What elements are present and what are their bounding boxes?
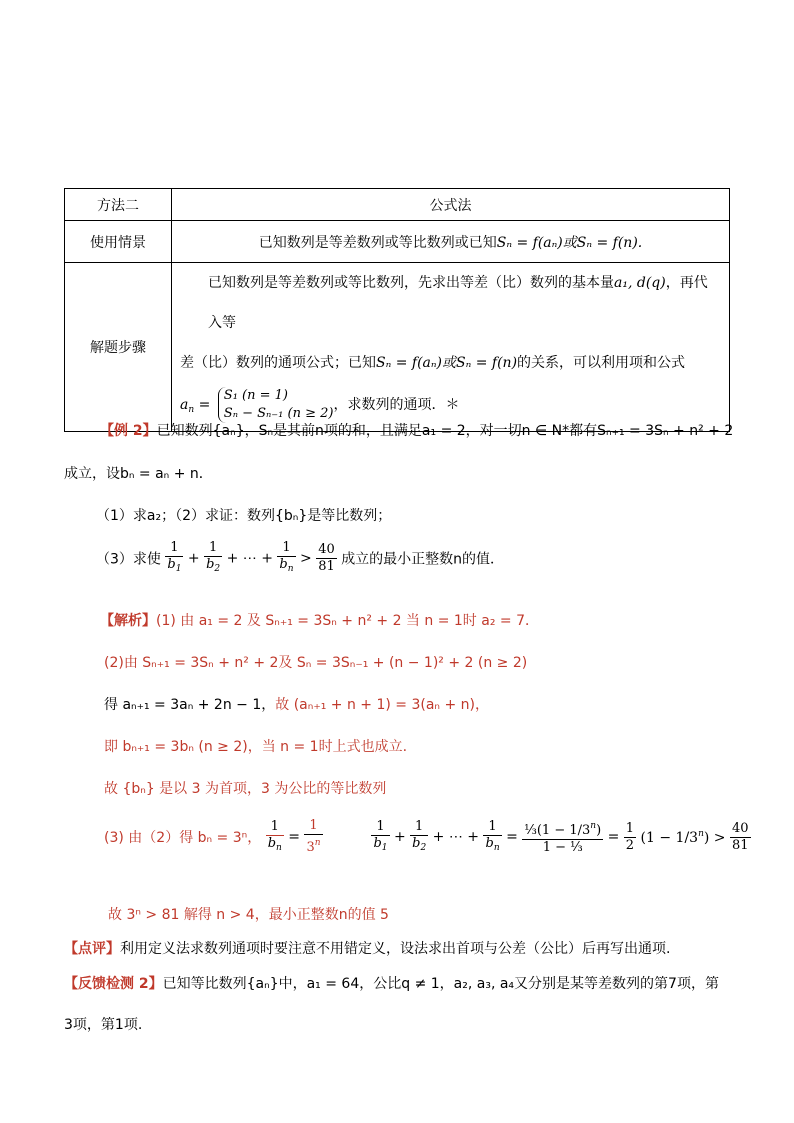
example-tag: 【例 2】 — [100, 423, 157, 439]
solution-line-2: (2)由 Sₙ₊₁ = 3Sₙ + n² + 2及 Sₙ = 3Sₙ₋₁ + (n − 1)² + 2 (n ≥ 2) — [104, 655, 528, 671]
fraction-1-over-bn-red: $\frac{1}{b_n}$ — [267, 818, 282, 853]
geometric-sum-fraction: $\frac{\frac{1}{3}(1 - 1/3^n)}{\text{1 − ⅓}}$ — [522, 818, 603, 856]
example-questions: （1）求a₂；（2）求证：数列{bₙ}是等比数列； — [96, 508, 392, 524]
scenario-label: 使用情景 — [65, 221, 172, 263]
example-text-1: 已知数列{aₙ}，Sₙ是其前n项的和，且满足a₁ = 2，对一切n ∈ N*都有Sₙ₊₁ = 3Sₙ + n² + 2 — [156, 423, 734, 439]
fraction-40-81-b: $\frac{40}{81}$ — [731, 820, 749, 853]
method-table — [64, 188, 730, 432]
comment-tag: 【点评】 — [64, 941, 120, 957]
piecewise-brace: S₁ (n = 1) Sₙ − Sₙ₋₁ (n ≥ 2) — [218, 387, 334, 423]
solution-line-4: 即 bₙ₊₁ = 3bₙ (n ≥ 2)，当 n = 1时上式也成立. — [104, 739, 408, 755]
steps-line-2: 差（比）数列的通项公式；已知Sₙ = f(aₙ)或Sₙ = f(n)的关系，可以利用项和公式 — [180, 355, 686, 371]
example-line-2: 成立，设bₙ = aₙ + n． — [64, 466, 213, 482]
solution-line-5: 故 {bₙ} 是以 3 为首项，3 为公比的等比数列 — [104, 781, 387, 797]
feedback-line-1: 【反馈检测 2】已知等比数列{aₙ}中，a₁ = 64，公比q ≠ 1，a₂, a₃, a₄又分别是某等差数列的第7项，第 — [64, 976, 719, 992]
fraction-1-over-3n: $\frac{1}{3^n}$ — [306, 818, 321, 855]
scenario-text: 已知数列是等差数列或等比数列或已知 — [258, 234, 497, 251]
steps-line-1: 已知数列是等差数列或等比数列，先求出等差（比）数列的基本量a₁, d(q)，再代入等 — [208, 275, 708, 331]
scenario-cell — [172, 221, 730, 263]
feedback-tag: 【反馈检测 2】 — [64, 976, 163, 992]
scenario-formula: Sₙ = f(aₙ)或Sₙ = f(n). — [496, 234, 643, 251]
sum-fraction-2: $\frac{1}{b_2}$ — [412, 818, 427, 853]
sum-fraction-n: $\frac{1}{b_n}$ — [485, 818, 500, 853]
fraction-40-81: $\frac{40}{81}$ — [318, 542, 335, 574]
comment-line: 【点评】利用定义法求数列通项时要注意不用错定义，设法求出首项与公差（公比）后再写出通项. — [64, 941, 671, 957]
method-name: 公式法 — [172, 189, 730, 221]
solution-tag: 【解析】 — [100, 613, 156, 629]
method-label: 方法二 — [65, 189, 172, 221]
fraction-1-over-b2: $\frac{1}{b_2}$ — [206, 540, 221, 574]
sum-fraction-1: $\frac{1}{b_1}$ — [373, 818, 388, 853]
example-q3: （3）求使 $\frac{1}{b_1}$ + $\frac{1}{b_2}$ + ⋯ + $\frac{1}{b_n}$ > $\frac{40}{81}$ 成立的最小正整数n的值． — [96, 540, 504, 577]
fraction-1-over-b1: $\frac{1}{b_1}$ — [167, 540, 182, 574]
solution-line-1: 【解析】(1) 由 a₁ = 2 及 Sₙ₊₁ = 3Sₙ + n² + 2 当 n = 1时 a₂ = 7． — [100, 613, 539, 629]
solution-line-6: (3) 由（2）得 bₙ = 3ⁿ， $\frac{1}{b_n}$ = $\frac{1}{3^n}$ $\frac{1}{b_1}$ + $\frac{1}{b_2}$ + ⋯ + $\frac{1}{b_n}$ = $\frac{\frac{1}{3}(1 - 1/3^n)}{\text{1 − ⅓}}$ = $\frac{1}{2}$ $(1 - 1/3^n)$ > $\frac{40}{81}$ — [104, 818, 749, 855]
steps-label: 解题步骤 — [65, 263, 172, 432]
steps-line-3: $a_n$ = S₁ (n = 1) Sₙ − Sₙ₋₁ (n ≥ 2) ，求数列的通项．＊ — [180, 388, 460, 421]
fraction-1-over-bn: $\frac{1}{b_n}$ — [279, 540, 294, 574]
solution-line-7: 故 3ⁿ > 81 解得 n > 4，最小正整数n的值 5 — [108, 907, 389, 923]
solution-line-3: 得 aₙ₊₁ = 3aₙ + 2n − 1，故 (aₙ₊₁ + n + 1) = 3(aₙ + n)， — [104, 697, 489, 713]
half-fraction: $\frac{1}{2}$ — [625, 820, 635, 853]
steps-cell — [172, 263, 730, 432]
feedback-line-2: 3项，第1项. — [64, 1017, 143, 1033]
example-line-1 — [100, 420, 733, 440]
